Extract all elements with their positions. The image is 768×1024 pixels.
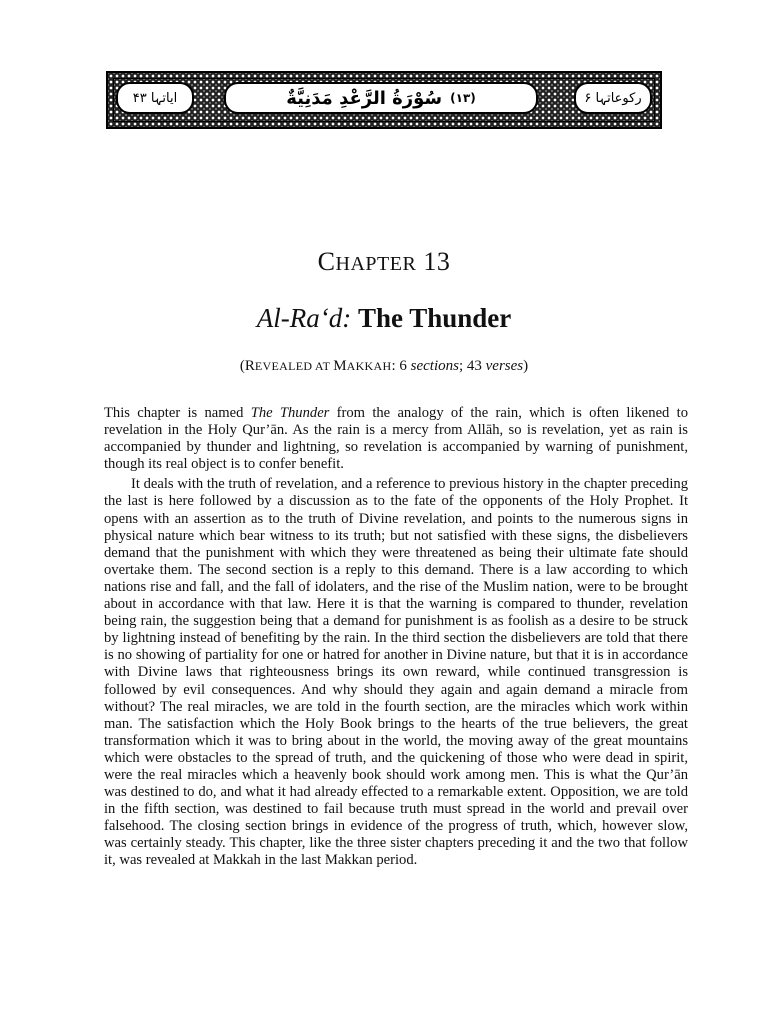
banner-surah-name: سُوْرَةُ الرَّعْدِ مَدَنِيَّةٌ [286,87,443,109]
banner-verse-count-cartouche [116,82,194,114]
chapter-first-letter: C [317,247,336,276]
surah-header-banner [106,71,662,129]
p1-italic-title: The Thunder [250,405,330,421]
banner-surah-name-cartouche [224,82,538,114]
sections-word: sections [410,358,459,374]
p1-after: from the analogy of the rain, which is often likened to revelation in the Holy Qur’ān. As the rain is a mercy from Allāh, so is revelation, yet as rain is accompanied by thunder and lightning, so revelation is accompanied by warning of punishment, though its real object is to confer benefit. [104,405,688,473]
revealed-r: R [244,358,255,374]
p1-before: This chapter is named [104,405,251,421]
intro-paragraph-2: It deals with the truth of revelation, and a reference to previous history in the chapter preceding the last is here followed by a discussion as to the fate of the opponents of the Holy Prophet. It opens with an assertion as to the truth of Divine revelation, and points to the numerous signs in physical nature which bear witness to its truth; but not satisfied with these signs, the disbelievers demand that the punishment with which they were threatened as being their ultimate fate should overtake them. The second section is a reply to this demand. There is a law according to which nations rise and fall, and the fall of idolaters, and the rise of the Muslim nation, were to be brought about in accordance with that law. Here it is that the warning is compared to thunder, revelation being rain, the suggestion being that a demand for punishment is as foolish as a desire to be struck by lightning instead of benefiting by the rain. In the third section the disbelievers are told that there is no showing of partiality for one or hatred for another in Divine nature, but that it is in accordance with Divine laws that righteousness brings its own reward, while continued transgression is followed by evil consequences. And why should they again and again demand a miracle from without? The real miracles, we are told in the fourth section, are the miracles which work within man. The satisfaction which the Holy Book brings to the hearts of the true believers, the great transformation which it was to bring about in the world, the moving away of the great mountains which were obstacles to the spread of truth, and the quickening of those who were dead in spirit, were the real miracles which a heavenly book should work among men. This is what the Qur’ān was destined to do, and what it had already effected to a remarkable extent. Opposition, we are told in the fifth section, was destined to fail because truth must spread in the world and prevail over falsehood. The closing section brings in evidence of the progress of truth, which, however slow, was certainly steady. This chapter, like the three sister chapters preceding it and the two that follow it, was revealed at Makkah in the last Makkan period. [104,476,688,869]
title-arabic-name: Al-Ra‘d: [256,303,352,333]
introduction-text [104,405,688,870]
revealed-sep1: : 6 [391,358,411,374]
revealed-sep2: ; 43 [458,358,486,374]
chapter-title [0,303,768,334]
chapter-heading [0,247,768,277]
chapter-word-rest: HAPTER [335,253,417,275]
makkah-word: AKKAH [346,359,392,373]
chapter-number: 13 [423,247,451,276]
intro-paragraph-1 [104,405,688,473]
banner-left-text: ایاتہا ۴۳ [132,90,178,106]
banner-surah-number: (١٣) [450,91,476,105]
revealed-open-paren: ( [239,358,245,374]
revelation-info [0,358,768,375]
revealed-word: EVEALED AT [254,359,334,373]
title-english-name: The Thunder [357,303,512,333]
verses-word: verses [485,358,524,374]
makkah-m: M [333,358,347,374]
banner-right-text: رکوعاتہا ۶ [584,90,642,106]
revealed-close-paren: ) [523,358,529,374]
banner-section-count-cartouche [574,82,652,114]
